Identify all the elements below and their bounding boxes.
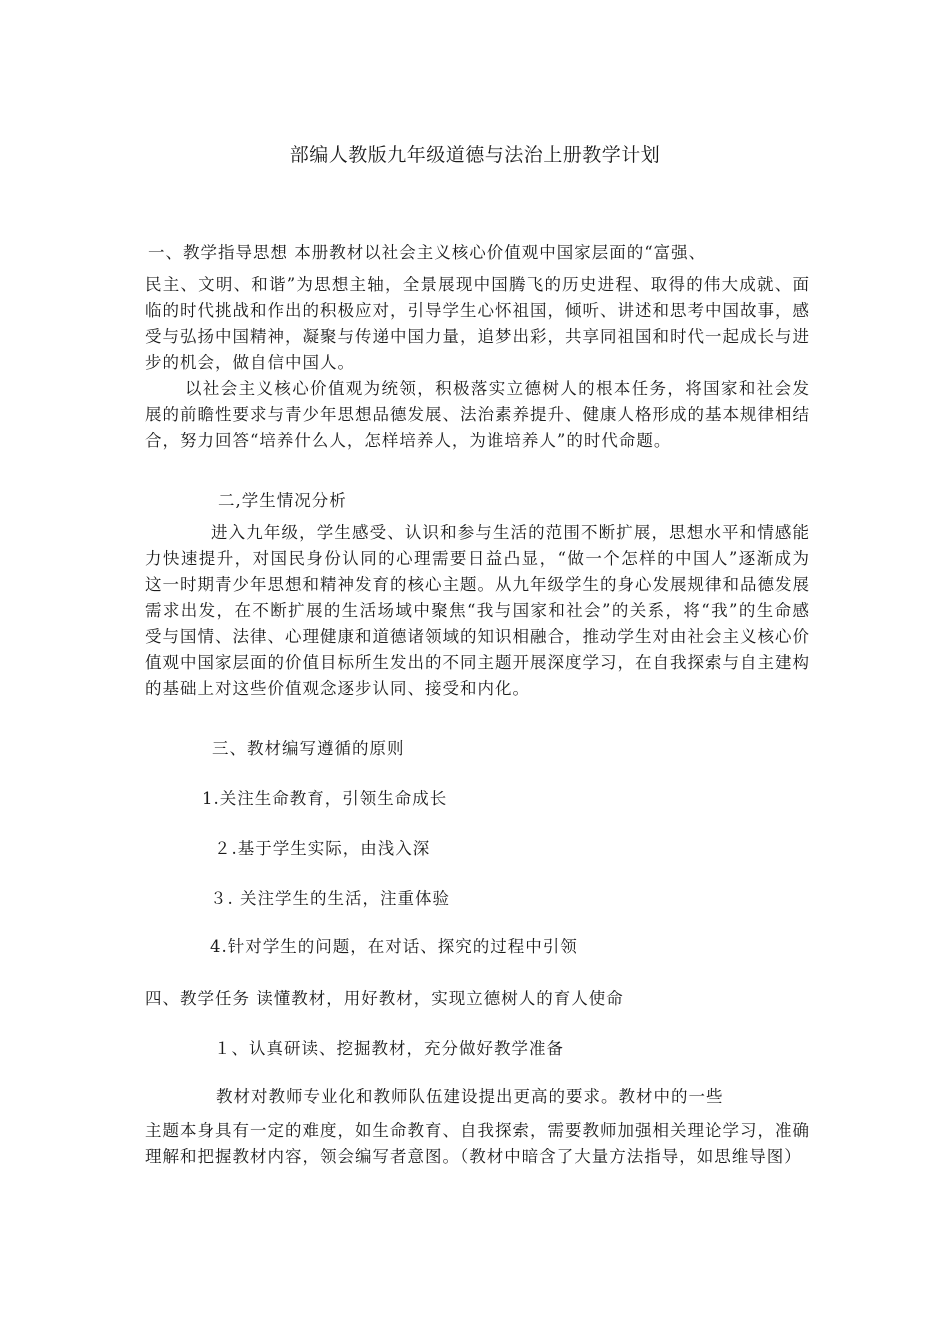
section3-item-1: 1.关注生命教育，引领生命成长 — [202, 789, 448, 808]
section2-paragraph: 进入九年级，学生感受、认识和参与生活的范围不断扩展，思想水平和情感能力快速提升，对国民身份认同的心理需要日益凸显，“做一个怎样的中国人”逐渐成为这一时期青少年思想和精神发育的核心主题。从九年级学生的身心发展规律和品德发展需求出发，在不断扩展的生活场域中聚焦“我与国家和社会”的关系，将“我”的生命感受与国情、法律、心理健康和道德诸领域的知识相融合，推动学生对由社会主义核心价值观中国家层面的价值目标所生发出的不同主题开展深度学习，在自我探索与自主建构的基础上对这些价值观念逐步认同、接受和内化。 — [145, 523, 810, 698]
section1-paragraph-1: 民主、文明、和谐”为思想主轴，全景展现中国腾飞的历史进程、取得的伟大成就、面临的时代挑战和作出的积极应对，引导学生心怀祖国，倾听、讲述和思考中国故事，感受与弘扬中国精神，凝聚与传递中国力量，追梦出彩，共享同祖国和时代一起成长与进步的机会，做自信中国人。 — [145, 275, 810, 372]
section3-heading: 三、教材编写遵循的原则 — [212, 739, 405, 758]
section3-item-4: 4.针对学生的问题，在对话、探究的过程中引领 — [210, 937, 578, 956]
section3-item-3: ３. 关注学生的生活，注重体验 — [210, 889, 450, 908]
section1-first-line: 一、教学指导思想 本册教材以社会主义核心价值观中国家层面的“富强、 — [148, 243, 707, 262]
document-title: 部编人教版九年级道德与法治上册教学计划 — [289, 144, 661, 166]
section4-subheading-1: １、认真研读、挖掘教材，充分做好教学准备 — [214, 1039, 564, 1058]
section2-heading: 二,学生情况分析 — [218, 491, 347, 510]
section4-paragraph-first-line: 教材对教师专业化和教师队伍建设提出更高的要求。教材中的一些 — [216, 1087, 724, 1106]
section3-item-2: ２.基于学生实际，由浅入深 — [214, 839, 431, 858]
section4-paragraph: 主题本身具有一定的难度，如生命教育、自我探索，需要教师加强相关理论学习，准确理解和把握教材内容，领会编写者意图。（教材中暗含了大量方法指导，如思维导图） — [145, 1121, 810, 1166]
section4-heading: 四、教学任务 读懂教材，用好教材，实现立德树人的育人使命 — [145, 989, 624, 1008]
section1-paragraph-2: 以社会主义核心价值观为统领，积极落实立德树人的根本任务，将国家和社会发展的前瞻性要求与青少年思想品德发展、法治素养提升、健康人格形成的基本规律相结合，努力回答“培养什么人，怎样培养人，为谁培养人”的时代命题。 — [145, 379, 810, 450]
